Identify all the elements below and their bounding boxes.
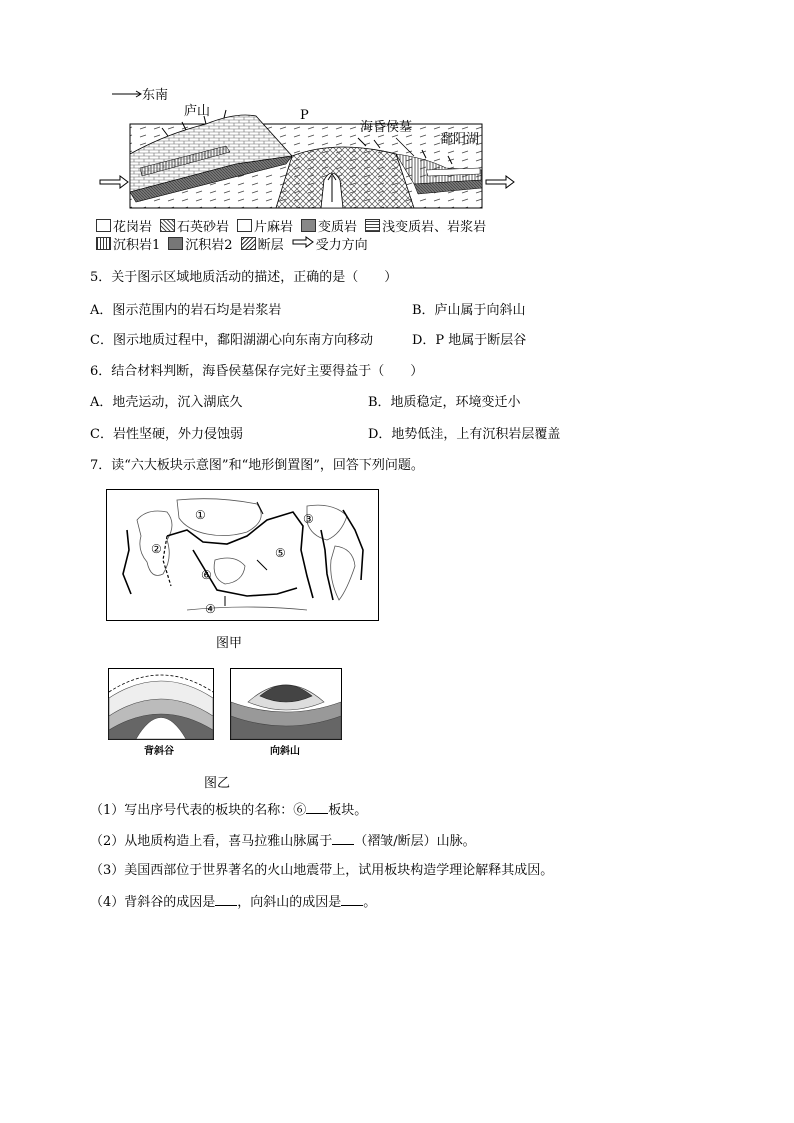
- q7-p2-text: （2）从地质构造上看，喜马拉雅山脉属于: [90, 834, 333, 849]
- q7-p1-suffix: 板块。: [328, 803, 368, 818]
- legend-row-2: [96, 234, 376, 253]
- legend-text: 受力方向: [315, 238, 368, 253]
- q7-part-3: （3）美国西部位于世界著名的火山地震带上，试用板块构造学理论解释其成因。: [90, 863, 554, 878]
- legend-granite: [96, 216, 152, 235]
- legend-text: 变质岩: [318, 220, 358, 235]
- syncline-label: 向斜山: [270, 746, 300, 757]
- syncline-drawing: [230, 668, 342, 740]
- answer-blank[interactable]: [215, 893, 237, 906]
- direction-label: 东南: [142, 88, 169, 103]
- legend-text: 浅变质岩、岩浆岩: [382, 220, 487, 235]
- q7-p4-text: （4）背斜谷的成因是: [90, 895, 216, 910]
- legend-quartz: [160, 216, 229, 235]
- plate-label-5: ⑤: [275, 546, 286, 560]
- q6-option-c[interactable]: C．岩性坚硬，外力侵蚀弱: [90, 427, 243, 442]
- q5-option-a[interactable]: A．图示范围内的岩石均是岩浆岩: [90, 303, 282, 318]
- q6-option-b[interactable]: B．地质稳定，环境变迁小: [368, 395, 521, 410]
- anticline-valley-diagram: [108, 668, 214, 740]
- q7-p4-suffix: 。: [363, 895, 377, 910]
- plate-label-3: ③: [303, 512, 314, 526]
- legend-text: 沉积岩2: [185, 238, 233, 253]
- force-arrow-icon: [292, 236, 314, 252]
- legend-force: [292, 234, 368, 253]
- legend-text: 花岗岩: [113, 220, 153, 235]
- lushan-label: 庐山: [184, 104, 211, 119]
- legend-fault: [241, 234, 284, 253]
- q6-option-d[interactable]: D．地势低洼，上有沉积岩层覆盖: [368, 427, 561, 442]
- plate-map-drawing: [107, 490, 377, 619]
- plate-label-4: ④: [205, 602, 216, 616]
- q5-option-d[interactable]: D．P 地属于断层谷: [412, 333, 527, 348]
- q5-option-b[interactable]: B．庐山属于向斜山: [412, 303, 526, 318]
- legend-text: 石英砂岩: [177, 220, 230, 235]
- answer-blank[interactable]: [332, 832, 354, 845]
- legend-sed2: [168, 234, 232, 253]
- q7-part-2: [90, 832, 476, 851]
- sub-caption: 图乙: [204, 776, 231, 791]
- q5-option-c[interactable]: C．图示地质过程中，鄱阳湖湖心向东南方向移动: [90, 333, 373, 348]
- poyang-label: 鄱阳湖: [440, 132, 480, 147]
- syncline-mountain-diagram: [230, 668, 342, 740]
- anticline-drawing: [108, 668, 214, 740]
- answer-blank[interactable]: [341, 893, 363, 906]
- q7-p1-text: （1）写出序号代表的板块的名称：⑥: [90, 803, 307, 818]
- q5-stem: 5．关于图示区域地质活动的描述，正确的是（ ）: [90, 270, 398, 285]
- map-caption: 图甲: [216, 636, 243, 651]
- legend-row-1: [96, 216, 494, 235]
- legend-text: 断层: [257, 238, 284, 253]
- legend-text: 片麻岩: [254, 220, 294, 235]
- q7-p2-suffix: （褶皱/断层）山脉。: [354, 834, 476, 849]
- anticline-label: 背斜谷: [144, 746, 174, 757]
- legend-sed1: [96, 234, 160, 253]
- answer-blank[interactable]: [306, 801, 328, 814]
- q6-option-a[interactable]: A．地壳运动，沉入湖底久: [90, 395, 243, 410]
- plate-label-1: ①: [195, 508, 206, 522]
- legend-metamorphic: [301, 216, 357, 235]
- plate-map: [106, 489, 379, 621]
- q7-stem: 7．读“六大板块示意图”和“地形倒置图”，回答下列问题。: [90, 458, 424, 473]
- haihun-label: 海昏侯墓: [360, 120, 413, 135]
- plate-label-2: ②: [151, 542, 162, 556]
- legend-text: 沉积岩1: [113, 238, 161, 253]
- p-label: P: [300, 108, 309, 123]
- legend-gneiss: [237, 216, 293, 235]
- q7-part-4: [90, 893, 376, 912]
- legend-shallow: [365, 216, 486, 235]
- q7-p4-mid: ，向斜山的成因是: [237, 895, 342, 910]
- q7-part-1: [90, 801, 367, 820]
- q6-stem: 6．结合材料判断，海昏侯墓保存完好主要得益于（ ）: [90, 364, 424, 379]
- plate-label-6: ⑥: [201, 568, 212, 582]
